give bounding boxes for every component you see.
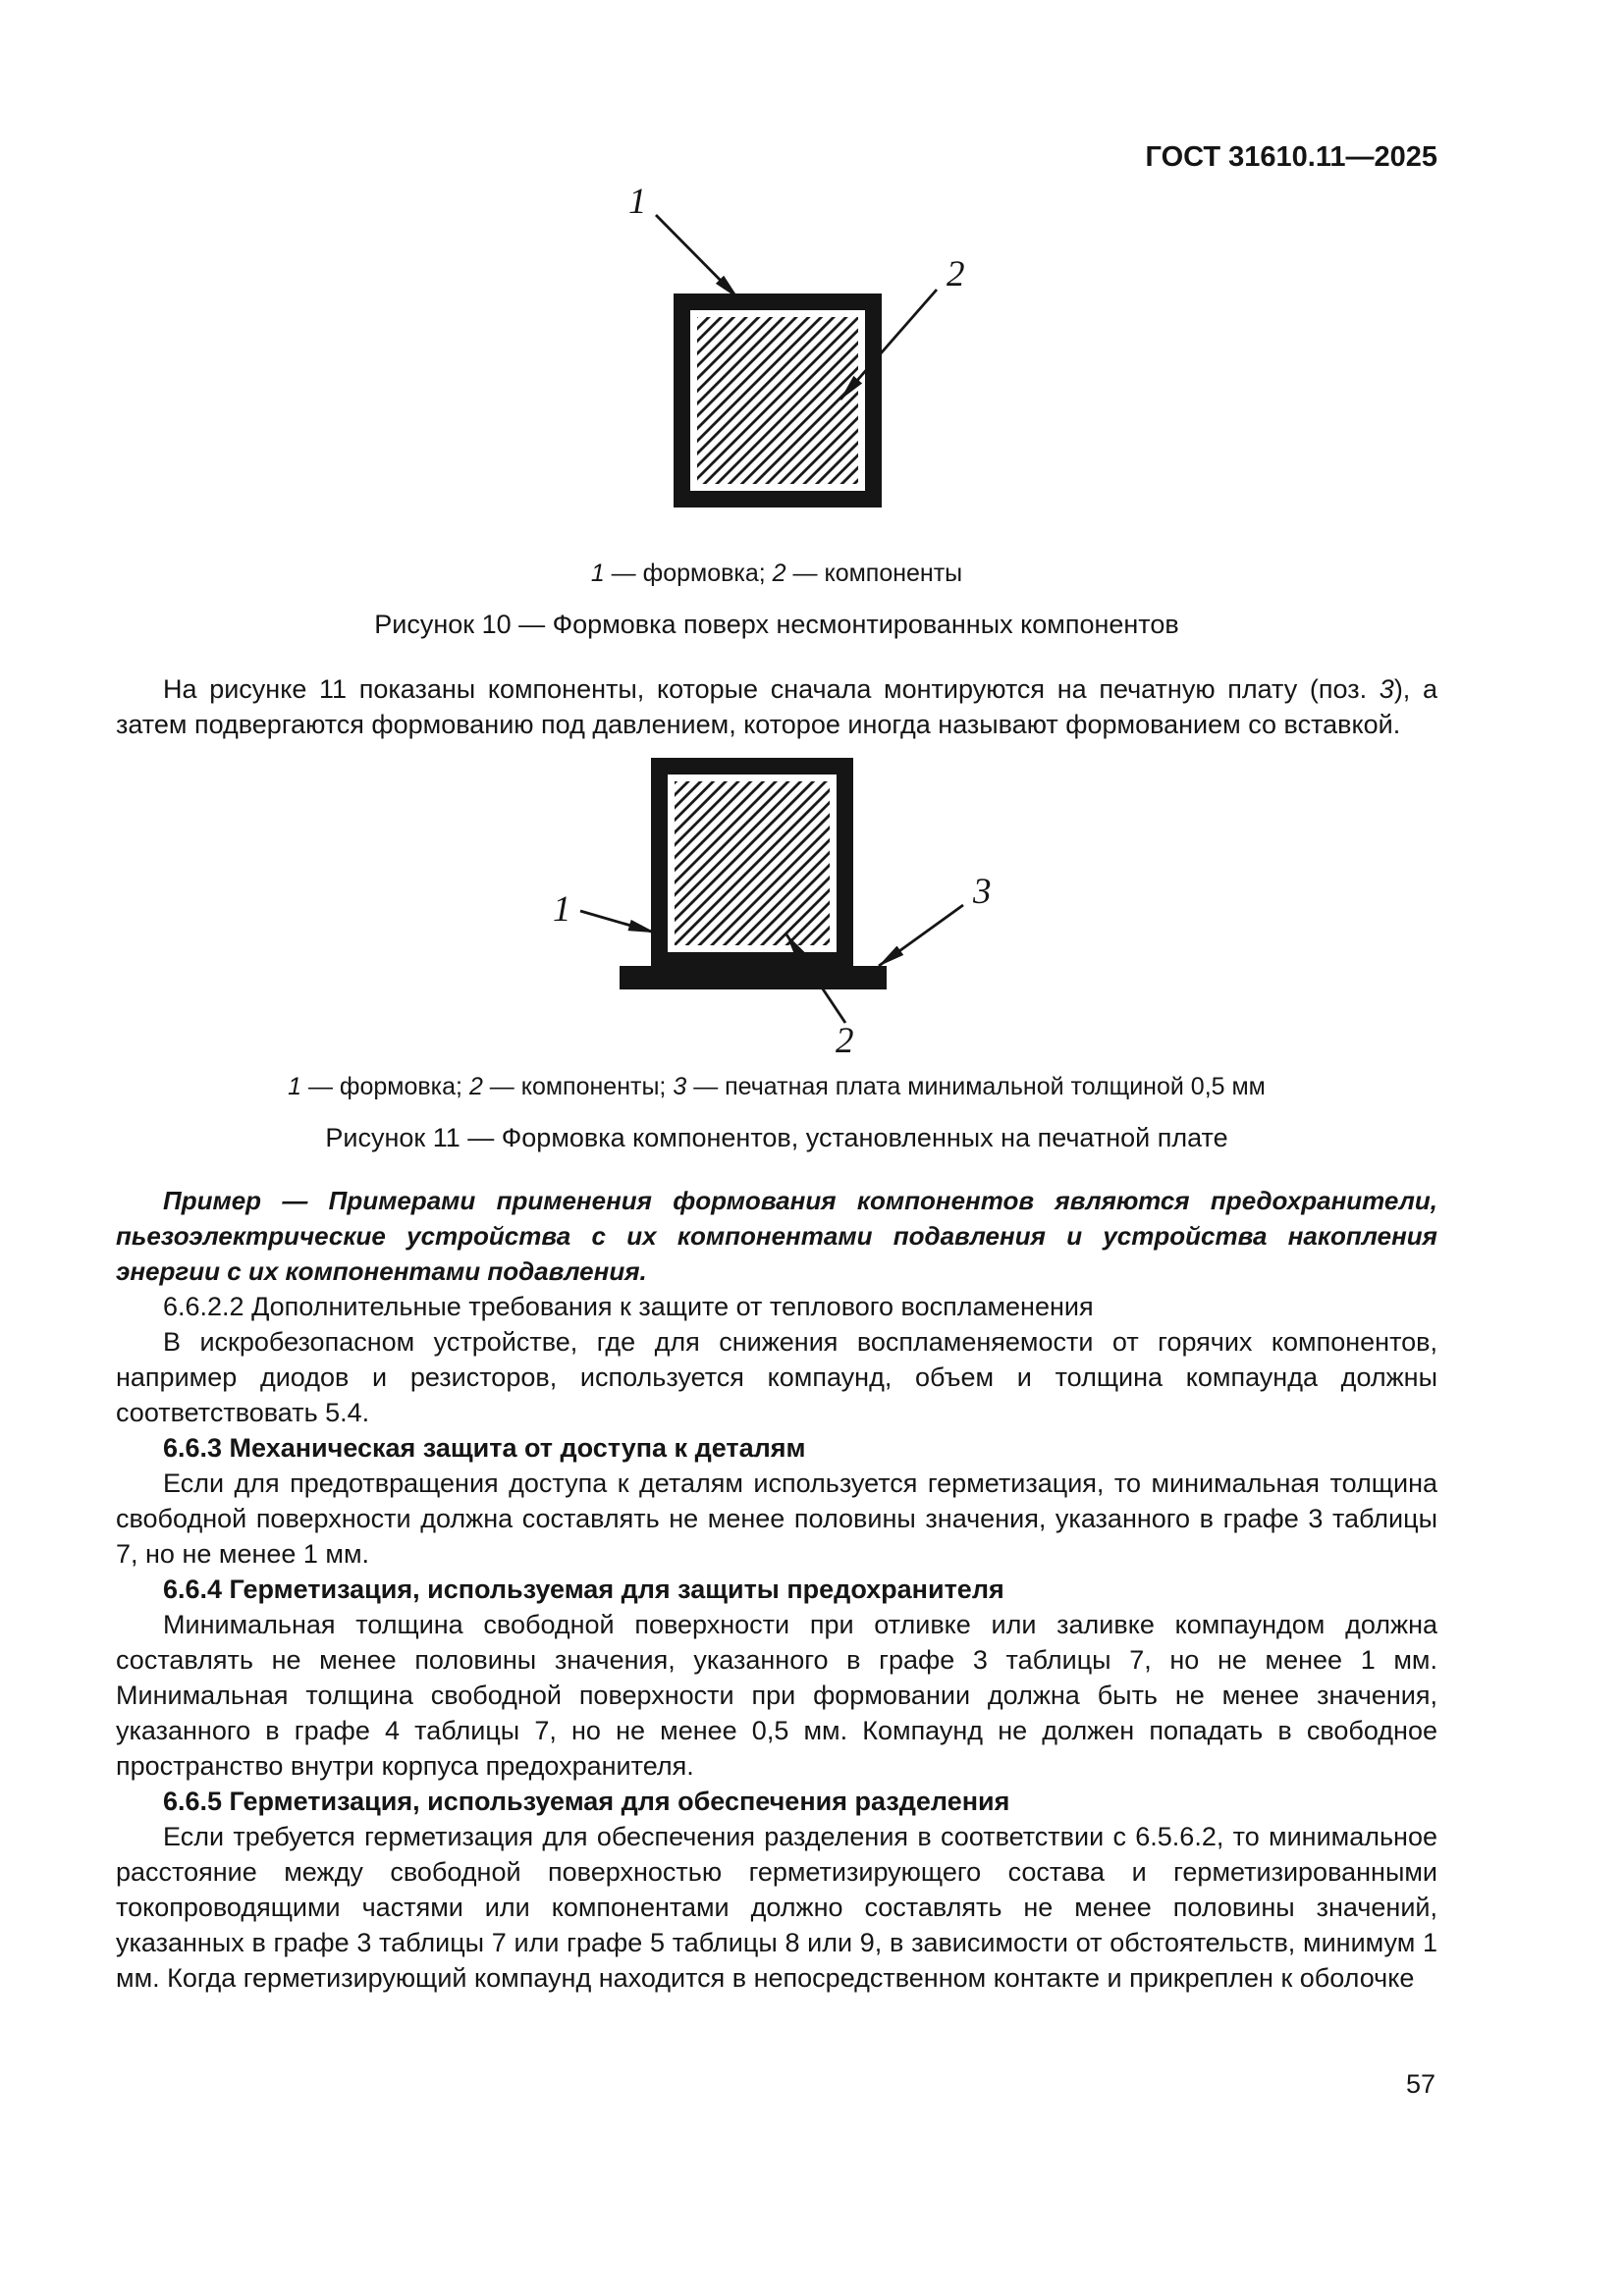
- figure-10: [116, 174, 1437, 640]
- figure-11-drawing: [521, 742, 1032, 1058]
- intro-text-1: На рисунке 11 показаны компоненты, которые сначала монтируются на печатную плату (поз.: [163, 674, 1380, 704]
- callout-1-label: 1: [553, 889, 571, 930]
- figure-10-legend: [116, 560, 1437, 588]
- intro-pos-number: 3: [1379, 674, 1394, 704]
- figure-11-legend: [116, 1073, 1437, 1101]
- section-6-6-4-paragraph: Минимальная толщина свободной поверхности при отливке или заливке компаундом должна составлять не менее половины значения, указанного в графе 3 таблицы 7, но не менее 1 мм. Минимальная толщина свободной поверхности при формовании должна быть не менее значения, указанного в графе 4 таблицы 7, но не менее 0,5 мм. Компаунд не должен попадать в свободное пространство внутри корпуса предохранителя.: [116, 1610, 1437, 1781]
- section-6-6-5-paragraph: Если требуется герметизация для обеспечения разделения в соответствии с 6.5.6.2, то минимальное расстояние между свободной поверхностью герметизирующего состава и герметизированными токопроводящими частями или компонентами должно составлять не менее половины значений, указанных в графе 3 таблицы 7 или графе 5 таблицы 8 или 9, в зависимости от обстоятельств, минимум 1 мм. Когда герметизирующий компаунд находится в непосредственном контакте и прикреплен к оболочке: [116, 1822, 1437, 1993]
- legend-text: — компоненты;: [482, 1073, 674, 1100]
- component-hatched-area: [697, 317, 858, 484]
- section-6-6-3-heading: 6.6.3 Механическая защита от доступа к деталям: [163, 1433, 806, 1463]
- component-hatched-area: [675, 781, 830, 945]
- legend-text: — печатная плата минимальной толщиной 0,5 мм: [686, 1073, 1266, 1100]
- figure-11-caption: Рисунок 11 — Формовка компонентов, установленных на печатной плате: [325, 1123, 1228, 1152]
- doc-number-header: ГОСТ 31610.11—2025: [1145, 141, 1437, 173]
- legend-num: 2: [468, 1073, 483, 1100]
- page-number: 57: [1405, 2069, 1435, 2099]
- callout-2-label: 2: [836, 1021, 854, 1058]
- legend-num: 3: [673, 1073, 687, 1100]
- figure-10-caption: Рисунок 10 — Формовка поверх несмонтированных компонентов: [374, 610, 1179, 639]
- section-6-6-4-heading: 6.6.4 Герметизация, используемая для защиты предохранителя: [163, 1575, 1004, 1604]
- legend-num: 1: [590, 560, 605, 587]
- intro-text-2: ), а затем подвергаются формованию под давлением, которое иногда называют формованием со вставкой.: [116, 674, 1437, 739]
- callout-1-label: 1: [628, 182, 647, 222]
- section-6-6-2-2-paragraph: В искробезопасном устройстве, где для снижения воспламеняемости от горячих компонентов, например диодов и резисторов, используется компаунд, объем и толщина компаунда должны соответствовать 5.4.: [116, 1327, 1437, 1427]
- callout-2-label: 2: [947, 254, 965, 294]
- figure-10-drawing: [546, 174, 1007, 545]
- callout-3-arrow: [879, 905, 963, 966]
- figure-11: [116, 742, 1437, 1153]
- legend-num: 1: [288, 1073, 302, 1100]
- section-6-6-2-2-heading: 6.6.2.2 Дополнительные требования к защите от теплового воспламенения: [163, 1292, 1094, 1321]
- legend-text: — компоненты: [785, 560, 963, 587]
- callout-3-label: 3: [973, 872, 992, 912]
- callout-1-arrow: [580, 911, 655, 933]
- section-6-6-3-paragraph: Если для предотвращения доступа к деталям используется герметизация, то минимальная толщина свободной поверхности должна составлять не менее половины значения, указанного в графе 3 таблицы 7, но не менее 1 мм.: [116, 1468, 1437, 1569]
- section-6-6-5-heading: 6.6.5 Герметизация, используемая для обеспечения разделения: [163, 1787, 1010, 1816]
- legend-num: 2: [772, 560, 786, 587]
- document-page: [116, 0, 1437, 2296]
- legend-text: — формовка;: [604, 560, 773, 587]
- pcb-board-bar: [620, 966, 887, 989]
- intro-paragraph: [116, 671, 1437, 742]
- legend-text: — формовка;: [301, 1073, 469, 1100]
- example-note: Пример — Примерами применения формования компонентов являются предохранители, пьезоэлектрические устройства с их компонентами подавления и устройства накопления энергии с их компонентами подавления.: [116, 1186, 1437, 1286]
- callout-1-arrow: [656, 215, 738, 298]
